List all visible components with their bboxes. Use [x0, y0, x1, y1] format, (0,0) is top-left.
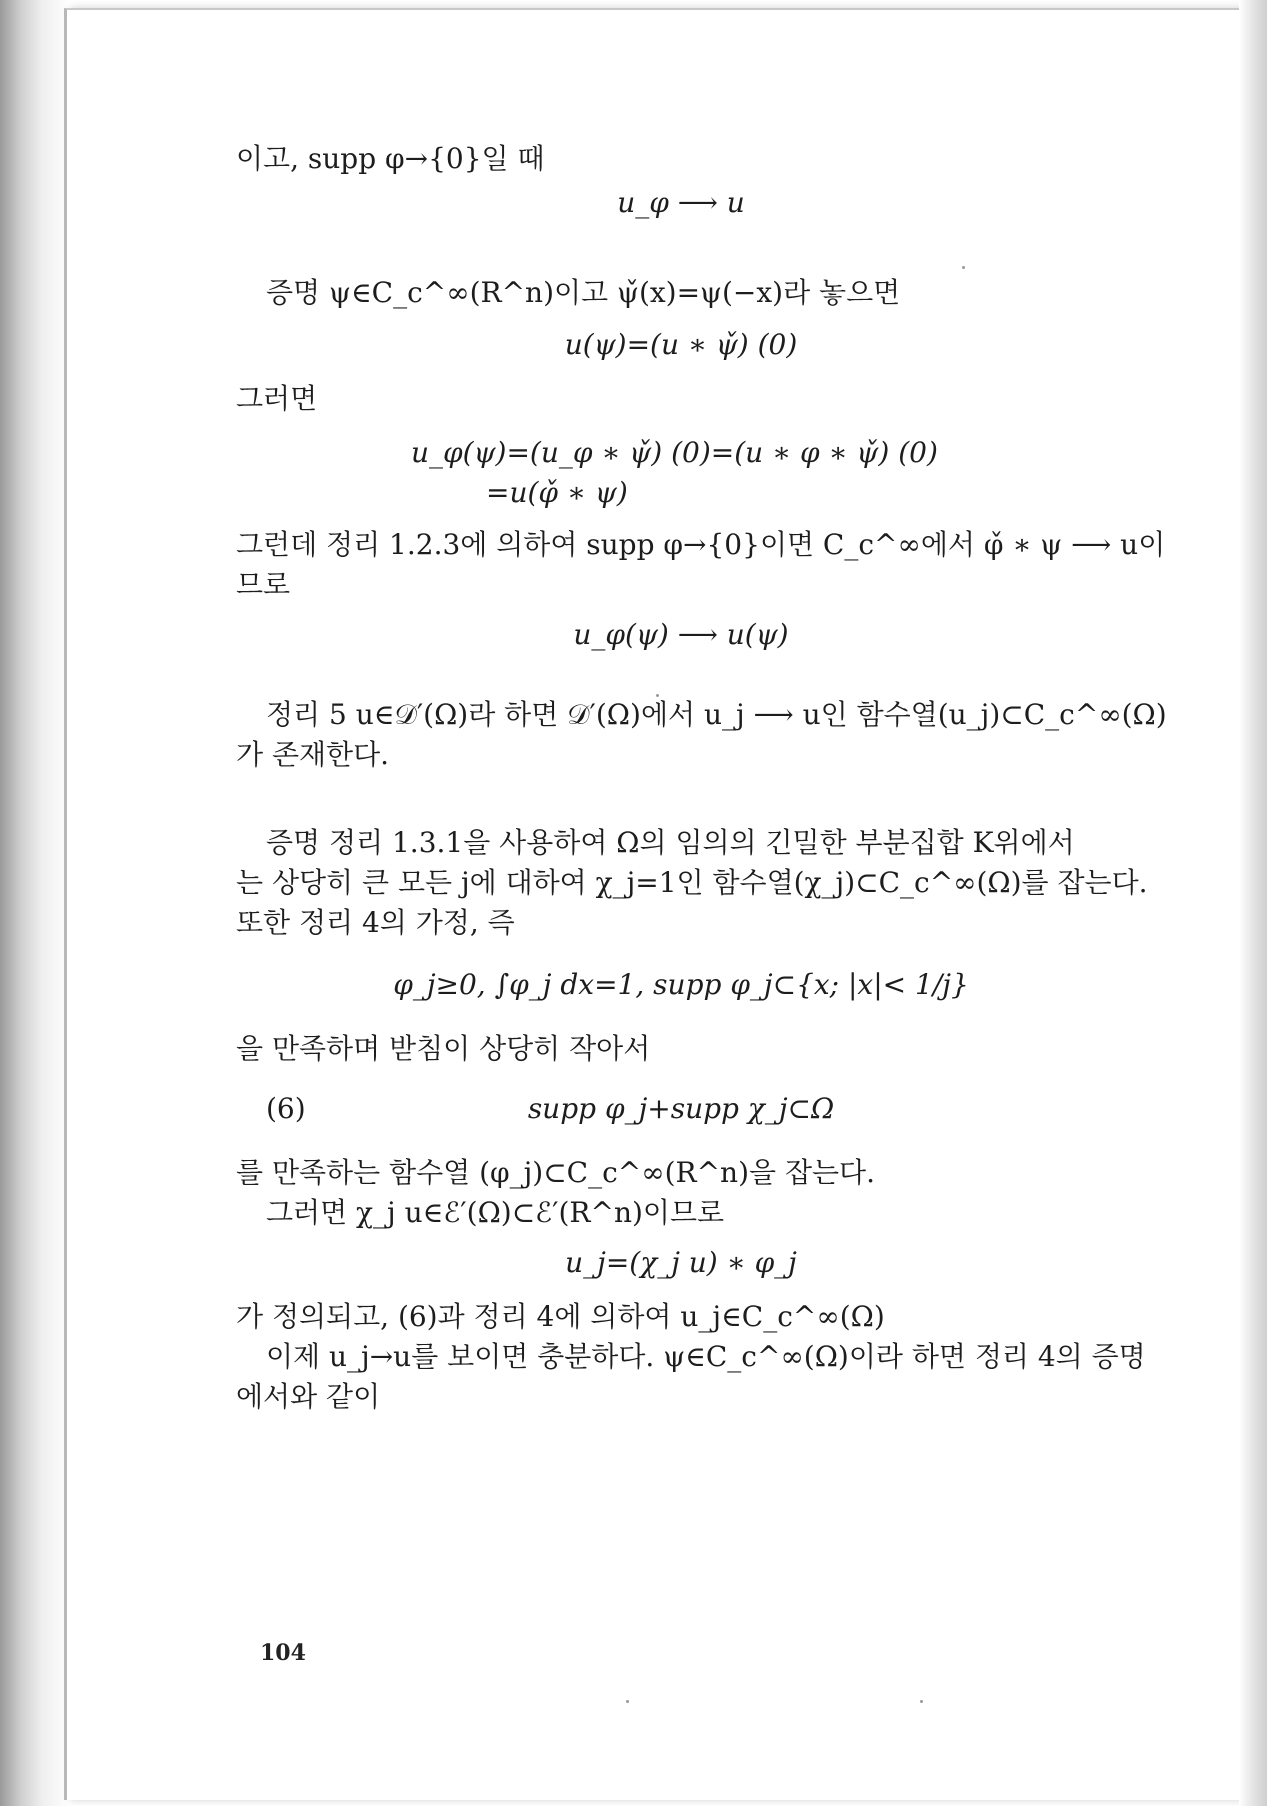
text-line: 는 상당히 큰 모든 j에 대하여 χ_j=1인 함수열(χ_j)⊂C_c^∞(Ω)를 잡는다.: [236, 866, 1148, 899]
theorem-line: 정리 5 u∈𝒟′(Ω)라 하면 𝒟′(Ω)에서 u_j ⟶ u인 함수열(u_j)⊂C_c^∞(Ω): [266, 698, 1167, 731]
equation: =u(φ̌ ∗ ψ): [486, 476, 628, 509]
equation: u(ψ)=(u ∗ ψ̌) (0): [564, 328, 798, 361]
proof-text: 증명 ψ∈C_c^∞(R^n)이고 ψ̌(x)=ψ(−x)라 놓으면: [266, 276, 901, 309]
page-edge-shadow: [1239, 0, 1267, 1806]
speck: [962, 266, 965, 269]
equation: u_φ ⟶ u: [617, 186, 745, 219]
speck: [656, 694, 659, 697]
text-line: 가 존재한다.: [236, 738, 390, 771]
equation: supp φ_j+supp χ_j⊂Ω: [527, 1092, 835, 1125]
text-line: 또한 정리 4의 가정, 즉: [236, 906, 515, 939]
proof-line: 증명 정리 1.3.1을 사용하여 Ω의 임의의 긴밀한 부분집합 K위에서: [266, 826, 1075, 859]
book-spine-shadow: [0, 0, 70, 1806]
speck: [626, 1700, 629, 1703]
text-line: 에서와 같이: [236, 1380, 381, 1413]
text-line: 그런데 정리 1.2.3에 의하여 supp φ→{0}이면 C_c^∞에서 φ̌ ∗ ψ ⟶ u이: [236, 528, 1166, 561]
equation: u_φ(ψ) ⟶ u(ψ): [573, 618, 789, 651]
text-line: 가 정의되고, (6)과 정리 4에 의하여 u_j∈C_c^∞(Ω): [236, 1300, 885, 1333]
page-number: 104: [260, 1640, 306, 1666]
text-line: 므로: [236, 568, 291, 601]
text-line: 이제 u_j→u를 보이면 충분하다. ψ∈C_c^∞(Ω)이라 하면 정리 4의 증명: [266, 1340, 1146, 1373]
equation: u_j=(χ_j u) ∗ φ_j: [565, 1246, 797, 1279]
equation: φ_j≥0, ∫φ_j dx=1, supp φ_j⊂{x; |x|< 1/j}: [393, 968, 969, 1001]
text-line: 그러면: [236, 382, 318, 415]
text-line: 를 만족하는 함수열 (φ_j)⊂C_c^∞(R^n)을 잡는다.: [236, 1156, 875, 1189]
speck: [920, 1700, 923, 1703]
text-line: 이고, supp φ→{0}일 때: [236, 142, 545, 175]
equation: u_φ(ψ)=(u_φ ∗ ψ̌) (0)=(u ∗ φ ∗ ψ̌) (0): [411, 436, 938, 469]
text-line: 을 만족하며 받침이 상당히 작아서: [236, 1032, 651, 1065]
proof-line: [266, 274, 900, 312]
equation-number: (6): [266, 1092, 306, 1125]
text-line: 그러면 χ_j u∈ℰ′(Ω)⊂ℰ′(R^n)이므로: [266, 1196, 725, 1229]
